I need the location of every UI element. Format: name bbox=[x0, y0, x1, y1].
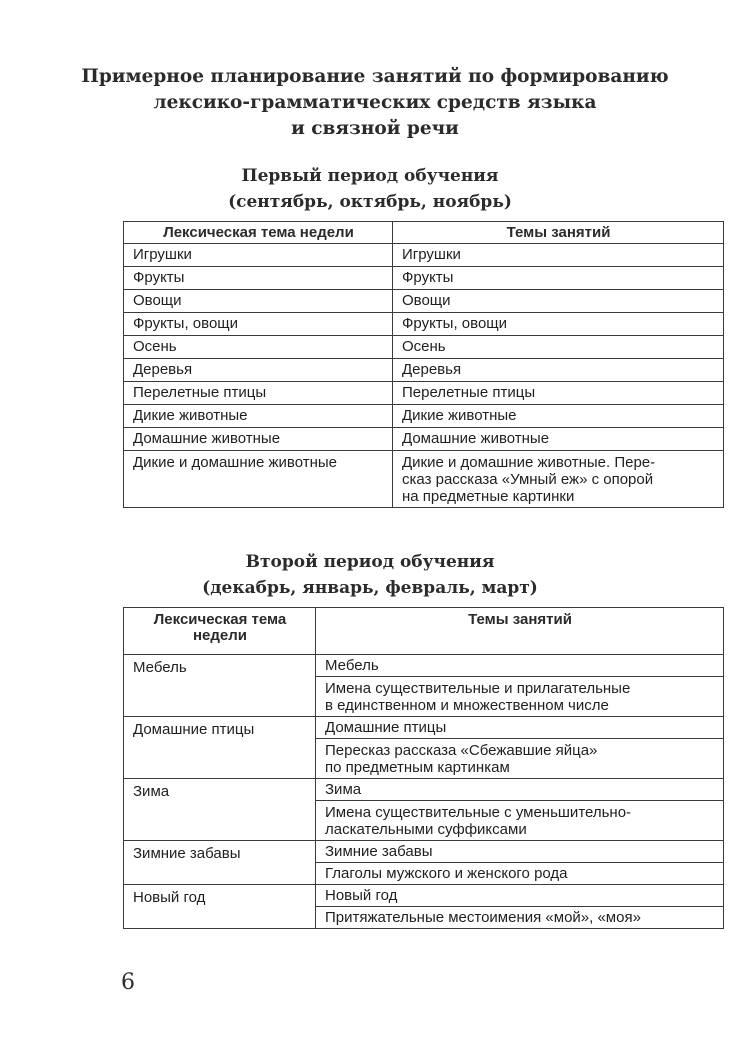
title-line: и связной речи bbox=[291, 118, 459, 139]
topic-cell: Новый год bbox=[316, 885, 724, 907]
table-row bbox=[124, 382, 724, 405]
topic-cell: Домашние животные bbox=[393, 428, 724, 451]
topic-cell: Осень bbox=[393, 336, 724, 359]
topic-cell: Зимние забавы bbox=[316, 841, 724, 863]
table-row bbox=[124, 336, 724, 359]
topic-line: по предметным картинкам bbox=[325, 759, 510, 776]
theme-cell: Зимние забавы bbox=[124, 841, 316, 885]
topic-cell bbox=[316, 739, 724, 779]
table-row bbox=[124, 405, 724, 428]
table-row bbox=[124, 267, 724, 290]
theme-cell: Игрушки bbox=[124, 244, 393, 267]
table-row bbox=[124, 244, 724, 267]
period-2-table bbox=[123, 607, 724, 929]
column-header-topics: Темы занятий bbox=[316, 608, 724, 655]
theme-cell: Деревья bbox=[124, 359, 393, 382]
topic-cell bbox=[316, 801, 724, 841]
table-row bbox=[124, 717, 724, 739]
table-row bbox=[124, 313, 724, 336]
page-title bbox=[70, 64, 680, 142]
topic-cell: Фрукты bbox=[393, 267, 724, 290]
topic-cell: Домашние птицы bbox=[316, 717, 724, 739]
period-1-months: (сентябрь, октябрь, ноябрь) bbox=[228, 192, 512, 212]
theme-cell: Овощи bbox=[124, 290, 393, 313]
period-2-title: Второй период обучения bbox=[245, 552, 495, 572]
table-row bbox=[124, 451, 724, 508]
topic-cell: Овощи bbox=[393, 290, 724, 313]
page-number: 6 bbox=[121, 970, 135, 995]
theme-cell: Мебель bbox=[124, 655, 316, 717]
period-2-heading bbox=[120, 549, 620, 601]
theme-cell: Дикие животные bbox=[124, 405, 393, 428]
topic-line: Дикие и домашние животные. Пере- bbox=[402, 454, 656, 471]
topic-cell: Дикие животные bbox=[393, 405, 724, 428]
period-1-table bbox=[123, 221, 724, 508]
topic-cell bbox=[393, 451, 724, 508]
table-row bbox=[124, 428, 724, 451]
title-line: Примерное планирование занятий по формированию bbox=[81, 66, 669, 87]
topic-cell: Глаголы мужского и женского рода bbox=[316, 863, 724, 885]
table-header-row bbox=[124, 608, 724, 655]
title-line: лексико-грамматических средств языка bbox=[153, 92, 597, 113]
topic-cell: Притяжательные местоимения «мой», «моя» bbox=[316, 907, 724, 929]
theme-cell: Перелетные птицы bbox=[124, 382, 393, 405]
table-row bbox=[124, 841, 724, 863]
topic-cell: Игрушки bbox=[393, 244, 724, 267]
topic-cell: Фрукты, овощи bbox=[393, 313, 724, 336]
header-line: Лексическая тема bbox=[153, 611, 287, 628]
period-1-heading bbox=[120, 163, 620, 215]
topic-line: на предметные картинки bbox=[402, 488, 575, 505]
topic-cell: Деревья bbox=[393, 359, 724, 382]
column-header-topics: Темы занятий bbox=[393, 222, 724, 244]
table-row bbox=[124, 290, 724, 313]
topic-line: в единственном и множественном числе bbox=[325, 697, 609, 714]
table-row bbox=[124, 359, 724, 382]
theme-cell: Фрукты bbox=[124, 267, 393, 290]
topic-cell: Мебель bbox=[316, 655, 724, 677]
topic-line: Имена существительные с уменьшительно- bbox=[325, 804, 632, 821]
theme-cell: Новый год bbox=[124, 885, 316, 929]
topic-cell: Зима bbox=[316, 779, 724, 801]
column-header-theme: Лексическая тема недели bbox=[124, 222, 393, 244]
topic-cell bbox=[316, 677, 724, 717]
theme-cell: Осень bbox=[124, 336, 393, 359]
period-2-months: (декабрь, январь, февраль, март) bbox=[202, 578, 538, 598]
column-header-theme bbox=[124, 608, 316, 655]
theme-cell: Домашние птицы bbox=[124, 717, 316, 779]
theme-cell: Зима bbox=[124, 779, 316, 841]
period-1-title: Первый период обучения bbox=[241, 166, 499, 186]
topic-cell: Перелетные птицы bbox=[393, 382, 724, 405]
topic-line: сказ рассказа «Умный еж» с опорой bbox=[402, 471, 654, 488]
header-line: недели bbox=[192, 627, 248, 644]
table-row bbox=[124, 655, 724, 677]
theme-cell: Домашние животные bbox=[124, 428, 393, 451]
table-row bbox=[124, 885, 724, 907]
table-header-row bbox=[124, 222, 724, 244]
topic-line: Имена существительные и прилагательные bbox=[325, 680, 631, 697]
theme-cell: Фрукты, овощи bbox=[124, 313, 393, 336]
topic-line: ласкательными суффиксами bbox=[325, 821, 527, 838]
table-row bbox=[124, 779, 724, 801]
topic-line: Пересказ рассказа «Сбежавшие яйца» bbox=[325, 742, 598, 759]
theme-cell: Дикие и домашние животные bbox=[124, 451, 393, 508]
